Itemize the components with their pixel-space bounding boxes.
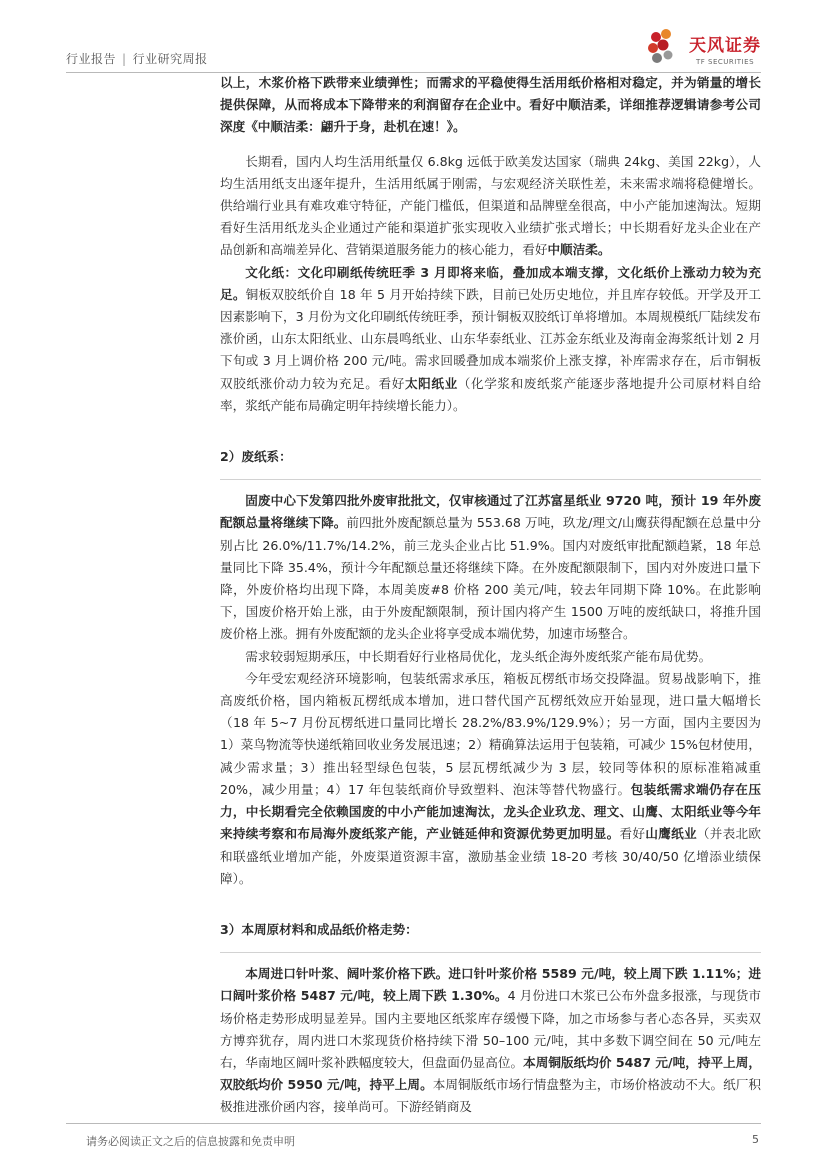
header-breadcrumb: [66, 50, 208, 67]
paragraph-highlight: 文化纸：文化印刷纸传统旺季 3 月即将来临，叠加成本端支撑，文化纸价上涨动力较为充足。: [220, 264, 761, 302]
paragraph-packaging: [220, 668, 761, 890]
header-separator: |: [122, 52, 127, 66]
section-divider: [220, 952, 761, 953]
page-header: [66, 28, 761, 78]
paragraph-highlight: 包装纸需求端仍存在压力，中长期看完全依赖国废的中小产能加速淘汰，龙头企业玖龙、理文、山鹰、太阳纸业等今年来持续考察和布局海外废纸浆产能，产业链延伸和资源优势更加明显。: [220, 781, 761, 842]
logo-text: [689, 31, 761, 66]
paragraph-highlight: 太阳纸业: [404, 375, 458, 391]
paragraph-culture-paper: [220, 262, 761, 417]
paragraph-long-term: [220, 151, 761, 262]
report-category: 行业报告: [66, 52, 117, 66]
paragraph-highlight: 固废中心下发第四批外废审批批文，仅审核通过了江苏富星纸业 9720 吨，预计 19 年外废配额总量将继续下降。: [220, 493, 761, 531]
paragraph-highlight: 本周铜版纸均价 5487 元/吨，持平上周，双胶纸均价 5950 元/吨，持平上周。: [220, 1054, 762, 1093]
report-type: 行业研究周报: [132, 52, 208, 66]
paragraph-text: 长期看，国内人均生活用纸量仅 6.8kg 远低于欧美发达国家（瑞典 24kg、美国 22kg），人均生活用纸支出逐年提升，生活用纸属于刚需，与宏观经济关联性差，未来需求端将稳健增长。供给端行业具有难攻难守特征，产能门槛低，但渠道和品牌壁垒很高，中小产能加速淘汰。短期看好生活用纸龙头企业通过产能和渠道扩张实现收入业绩扩张式增长；中长期看好龙头企业在产品创新和高端差异化、营销渠道服务能力的核心能力，看好: [220, 153, 761, 258]
company-logo: [645, 28, 761, 68]
paragraph-text: 4 月份进口木浆已公布外盘多报涨，与现货市场价格走势形成明显差异。国内主要地区纸浆库存缓慢下降，加之市场参与者心态各异，买卖双方博弈犹存，周内进口木浆现货价格持续下滑 50–100 元/吨，其中多数下调空间在 50 元/吨左右，华南地区阔叶浆补跌幅度较大，但盘面仍显高位。: [220, 988, 761, 1070]
paragraph-text: （化学浆和废纸浆产能逐步落地提升公司原材料自给率，浆纸产能布局确定明年持续增长能力）。: [220, 375, 762, 413]
paragraph-waste-quota: [220, 490, 761, 645]
footer-disclaimer: 请务必阅读正文之后的信息披露和免责申明: [86, 1135, 295, 1148]
paragraph-demand: 需求较弱短期承压，中长期看好行业格局优化，龙头纸企海外废纸浆产能布局优势。: [245, 648, 712, 664]
paragraph-text: 本周铜版纸市场行情盘整为主，市场价格波动不大。纸厂积极推进涨价函内容，接单尚可。下游经销商及: [220, 1077, 762, 1115]
paragraph-highlight: 中顺洁柔。: [547, 242, 611, 258]
paragraph-text: 铜板双胶纸价自 18 年 5 月开始持续下跌，目前已处历史地位，并且库存较低。开学及开工因素影响下，3 月份为文化印刷纸传统旺季，预计铜板双胶纸订单将增加。本周规模纸厂陆续发布涨价函，山东太阳纸业、山东晨鸣纸业、山东华泰纸业、江苏金东纸业及海南金海浆纸计划 2 月下旬或 3 月上调价格 200 元/吨。需求回暖叠加成本端浆价上涨支撑，补库需求存在，后市铜板双胶纸涨价动力较为充足。看好: [220, 286, 761, 391]
logo-chinese-name: 天风证券: [689, 35, 761, 56]
paragraph-text: 看好: [619, 826, 646, 842]
page-number: 5: [752, 1133, 759, 1146]
section-title-price-trend: 3）本周原材料和成品纸价格走势：: [220, 910, 761, 948]
section-title-waste-paper: 2）废纸系：: [220, 437, 761, 475]
footer-divider: [66, 1123, 761, 1124]
paragraph-pulp-price: [220, 963, 761, 1118]
report-body: [220, 72, 761, 1119]
paragraph-text: 今年受宏观经济环境影响，包装纸需求承压，箱板瓦楞纸市场交投降温。贸易战影响下，推高废纸价格，国内箱板瓦楞纸成本增加，进口替代国产瓦楞纸效应开始显现，进口量大幅增长（18 年 5~7 月份瓦楞纸进口量同比增长 28.2%/83.9%/129.9%）；另一方面，国内主要因为 1）菜鸟物流等快递纸箱回收业务发展迅速；2）精确算法运用于包装箱，可减少 15%包材使用，减少需求量；3）推出轻型绿色包装，5 层瓦楞纸减少为 3 层，较同等体积的原标准箱减重 20%，减少用量；4）17 年包装纸商价导致塑料、泡沫等替代物盛行。: [220, 670, 761, 797]
flower-logo-icon: [645, 28, 685, 68]
logo-english-name: TF SECURITIES: [695, 57, 755, 66]
paragraph-highlight: 山鹰纸业: [645, 826, 697, 842]
paragraph-text: （并表北欧和联盛纸业增加产能，外废渠道资源丰富，激励基金业绩 18-20 考核 30/40/50 亿增添业绩保障）。: [220, 826, 762, 886]
section-divider: [220, 479, 761, 480]
paragraph-summary: 以上，木浆价格下跌带来业绩弹性；而需求的平稳使得生活用纸价格相对稳定，并为销量的增长提供保障，从而将成本下降带来的利润留存在企业中。看好中顺洁柔，详细推荐逻辑请参考公司深度《中顺洁柔：翩升于身，赴机在速！》。: [220, 75, 761, 135]
paragraph-text: 前四批外废配额总量为 553.68 万吨，玖龙/理文/山鹰获得配额在总量中分别占比 26.0%/11.7%/14.2%，前三龙头企业占比 51.9%。国内对废纸审批配额趋紧，18 年总量同比下降 35.4%，预计今年配额总量还将继续下降。在外废配额限制下，国内对外废进口量下降，外废价格均出现下降，本周美废#8 价格 200 美元/吨，较去年同期下降 10%。在此影响下，国废价格开始上涨，由于外废配额限制，预计国内将产生 1500 万吨的废纸缺口，将推升国废价格上涨。拥有外废配额的龙头企业将享受成本端优势，加速市场整合。: [220, 515, 762, 642]
paragraph-highlight: 本周进口针叶浆、阔叶浆价格下跌。进口针叶浆价格 5589 元/吨，较上周下跌 1.11%；进口阔叶浆价格 5487 元/吨，较上周下跌 1.30%。: [220, 966, 761, 1004]
